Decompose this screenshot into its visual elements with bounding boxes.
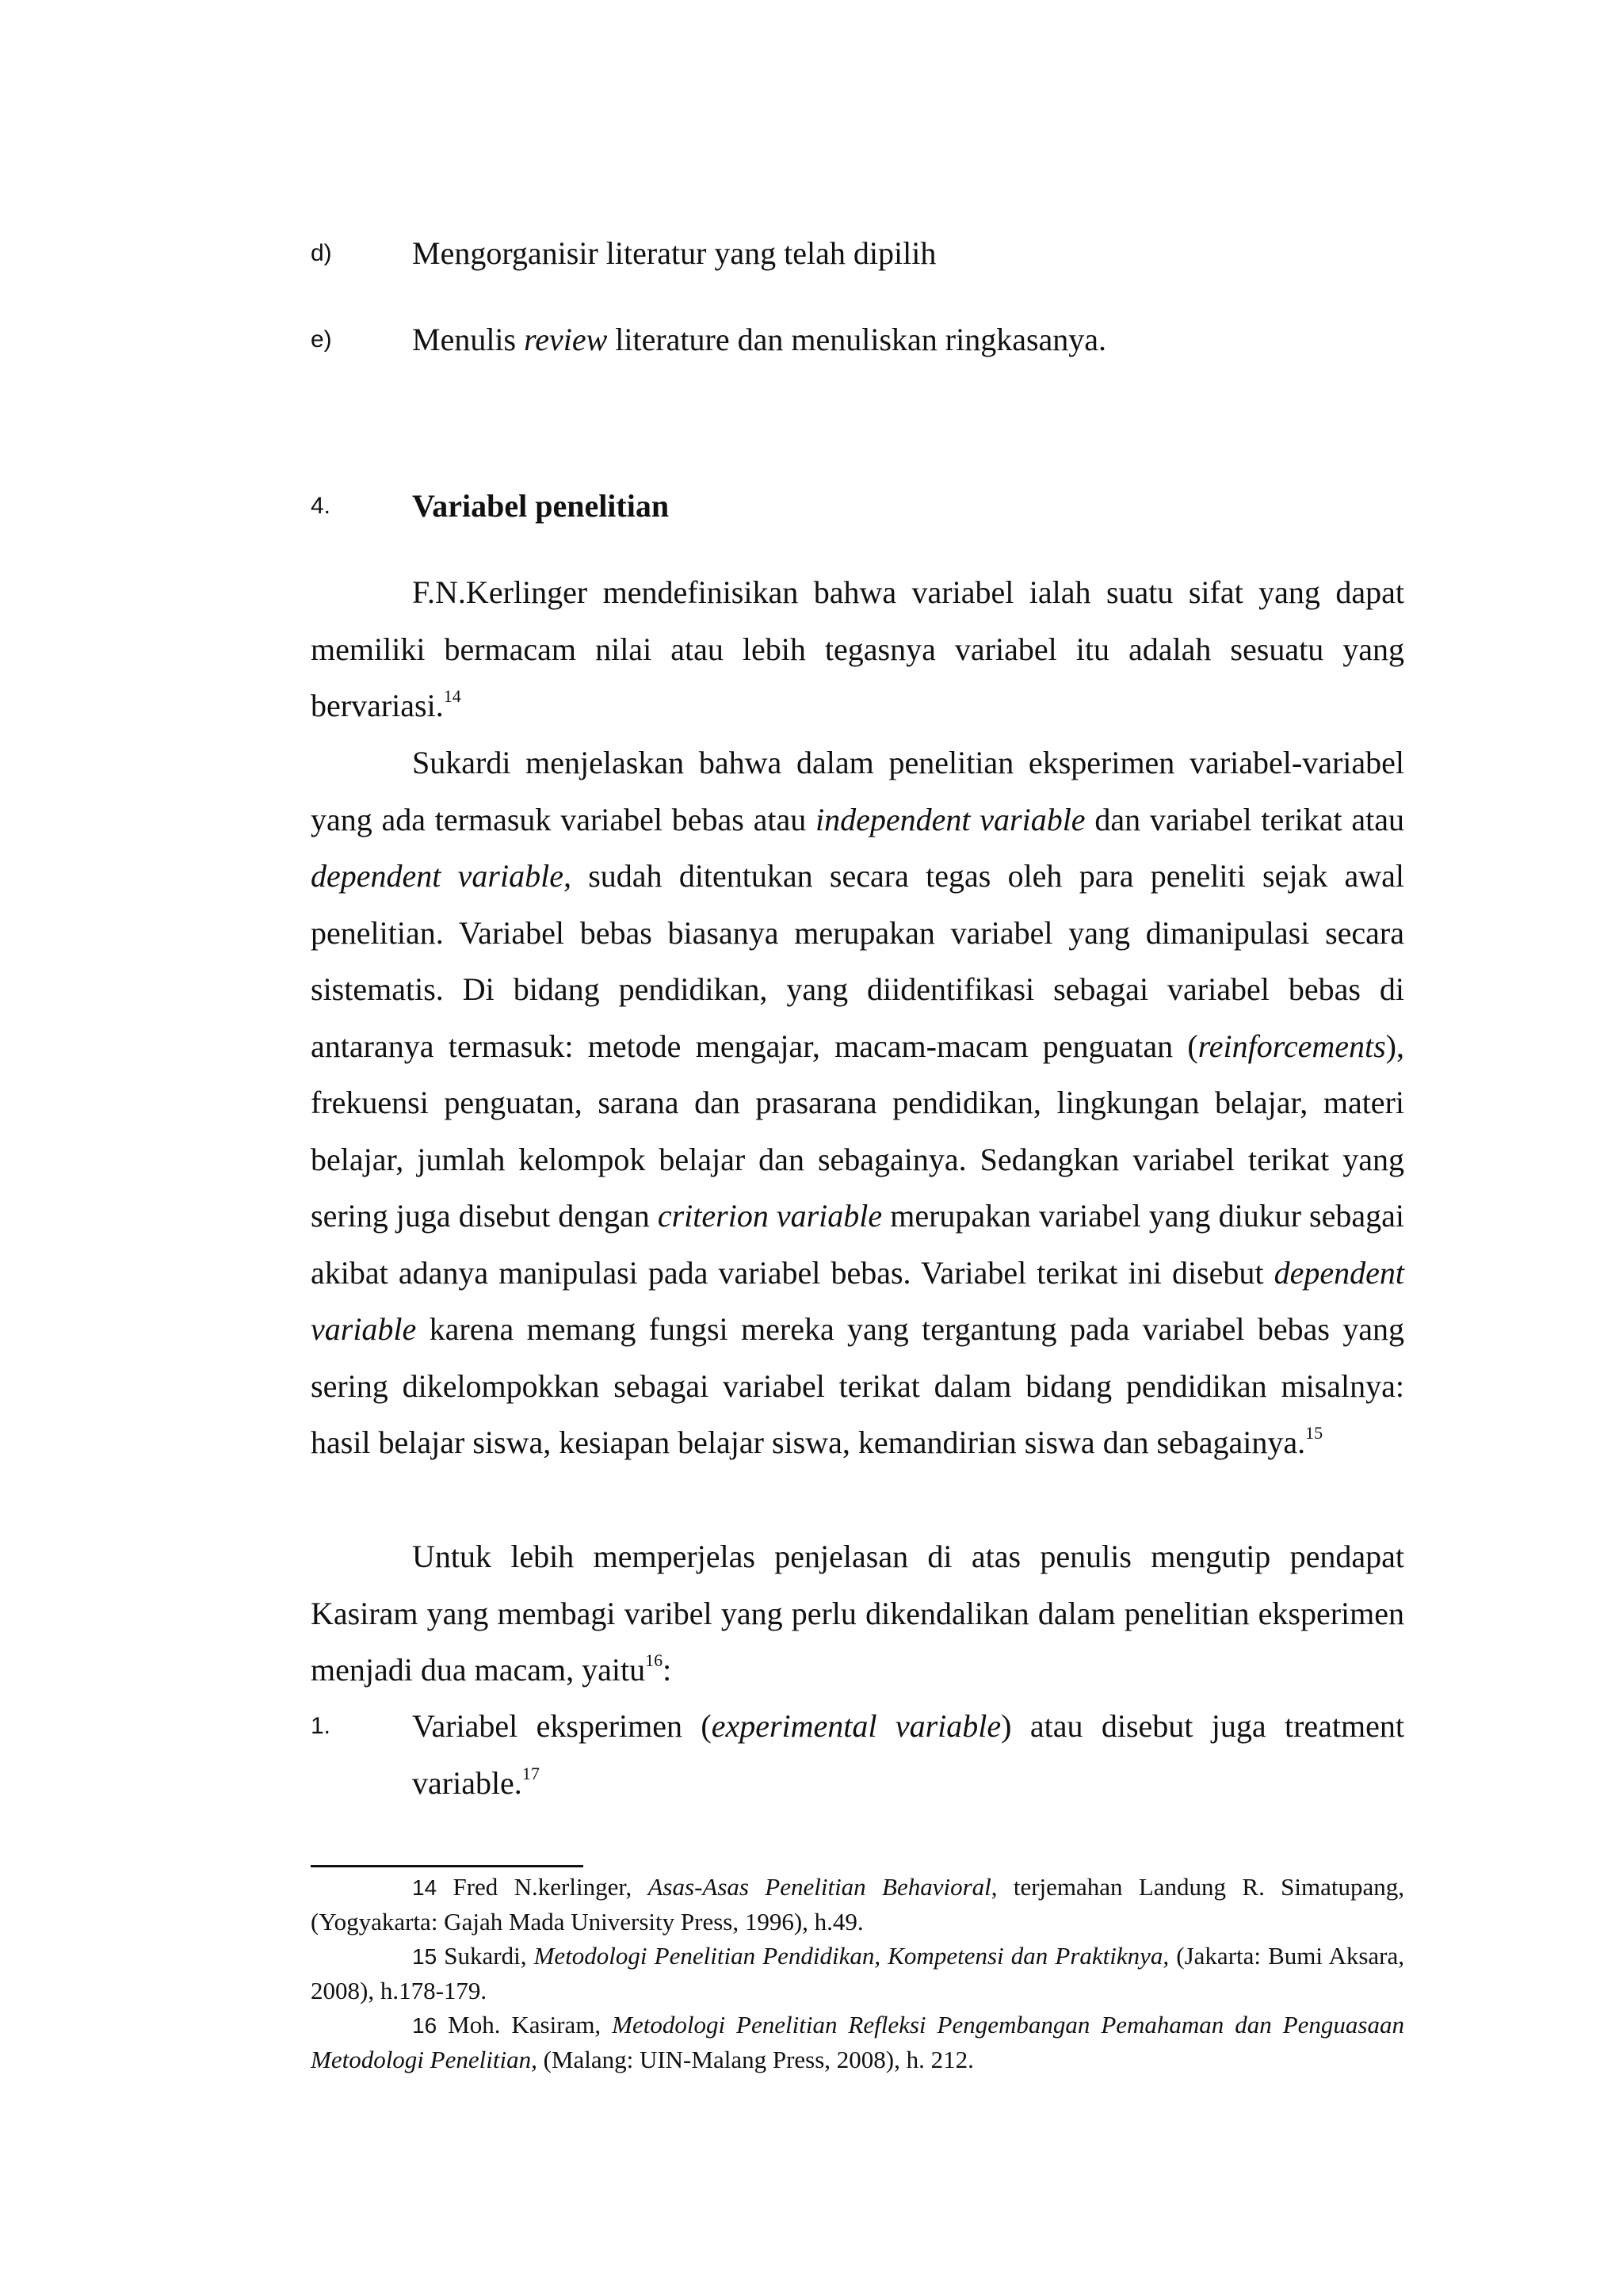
italic-run: experimental variable: [711, 1708, 1002, 1744]
footnote-ref: 14: [443, 685, 461, 706]
list-marker: e): [311, 326, 332, 353]
text-run: dan variabel terikat atau: [1085, 801, 1404, 837]
paragraph-sukardi: [311, 734, 1404, 1471]
footnote-number: 16: [412, 2013, 437, 2038]
footnote-number: 15: [412, 1944, 437, 1969]
text-run: (Malang: UIN-Malang Press, 2008), h. 212.: [537, 2046, 974, 2073]
text-run: sudah ditentukan secara tegas oleh para peneliti sejak awal penelitian. Variabel bebas biasanya merupakan variabel yang dimanipulasi secara sistematis. Di bidang pendidikan, yang diidentifikasi sebagai variabel bebas di antaranya termasuk: metode mengajar, macam-macam penguatan (: [311, 858, 1404, 1064]
footnotes: [311, 1870, 1404, 2077]
italic-run: independent variable: [815, 801, 1086, 837]
text-run: ) atau disebut juga treatment variable.: [412, 1708, 1405, 1801]
text-run: Sukardi,: [437, 1942, 534, 1970]
section-title: Variabel penelitian: [412, 488, 670, 524]
text-run: F.N.Kerlinger mendefinisikan bahwa variabel ialah suatu sifat yang dapat memiliki bermacam nilai atau lebih tegasnya variabel itu adalah sesuatu yang bervariasi.: [311, 574, 1404, 723]
italic-run: dependent variable,: [311, 858, 571, 894]
text-run: karena memang fungsi mereka yang tergantung pada variabel bebas yang sering dikelompokkan sebagai variabel terikat dalam bidang pendidikan misalnya: hasil belajar siswa, kesiapan belajar siswa, kemandirian siswa dan sebagainya.: [311, 1311, 1404, 1460]
italic-run: Asas-Asas Penelitian Behavioral: [647, 1873, 991, 1901]
footnote-separator: [311, 1865, 583, 1867]
footnote-number: 14: [412, 1875, 437, 1900]
italic-run: dependent variable: [311, 1254, 1404, 1347]
text-run: , terjemahan Landung R. Simatupang, (Yogyakarta: Gajah Mada University Press, 1996), h.49.: [311, 1873, 1404, 1936]
text-run: Moh. Kasiram,: [437, 2011, 613, 2039]
footnote-ref: 16: [645, 1650, 663, 1670]
italic-run: Metodologi Penelitian Refleksi Pengembangan Pemahaman dan Penguasaan Metodologi Penelitian,: [311, 2011, 1404, 2073]
list-item-text: [412, 1698, 1404, 1812]
text-run: Untuk lebih memperjelas penjelasan di atas penulis mengutip pendapat Kasiram yang membagi varibel yang perlu dikendalikan dalam penelitian eksperimen menjadi dua macam, yaitu: [311, 1539, 1404, 1688]
text-run: merupakan variabel yang diukur sebagai akibat adanya manipulasi pada variabel bebas. Variabel terikat ini disebut: [311, 1198, 1404, 1291]
list-item-text: Mengorganisir literatur yang telah dipilih: [412, 235, 937, 271]
italic-run: criterion variable: [657, 1198, 883, 1234]
text-run: ), frekuensi penguatan, sarana dan prasarana pendidikan, lingkungan belajar, materi belajar, jumlah kelompok belajar dan sebagainya. Sedangkan variabel terikat yang sering juga disebut dengan: [311, 1028, 1404, 1234]
footnote-14: [311, 1870, 1404, 1939]
text-run: Menulis: [412, 322, 525, 357]
text-run: Sukardi menjelaskan bahwa dalam penelitian eksperimen variabel-variabel yang ada termasuk variabel bebas atau: [311, 745, 1404, 837]
text-run: :: [663, 1652, 672, 1688]
text-run: literature dan menuliskan ringkasanya.: [607, 322, 1107, 357]
footnote-15: [311, 1939, 1404, 2008]
footnote-16: [311, 2008, 1404, 2077]
italic-run: review: [524, 322, 608, 357]
text-run: (Jakarta: Bumi Aksara, 2008), h.178-179.: [311, 1942, 1404, 2004]
text-run: Fred N.kerlinger,: [437, 1873, 648, 1901]
paragraph-kasiram: [311, 1528, 1404, 1699]
paragraph-kerlinger: [311, 564, 1404, 734]
section-number: 4.: [311, 493, 331, 519]
footnote-ref: 17: [521, 1763, 540, 1783]
italic-run: Metodologi Penelitian Pendidikan, Kompetensi dan Praktiknya,: [533, 1942, 1170, 1970]
list-item-text: [412, 311, 1404, 368]
list-marker: d): [311, 240, 332, 266]
text-run: Variabel eksperimen (: [412, 1708, 712, 1744]
italic-run: reinforcements: [1197, 1028, 1386, 1064]
list-marker: 1.: [311, 1713, 331, 1739]
footnote-ref: 15: [1305, 1422, 1323, 1443]
